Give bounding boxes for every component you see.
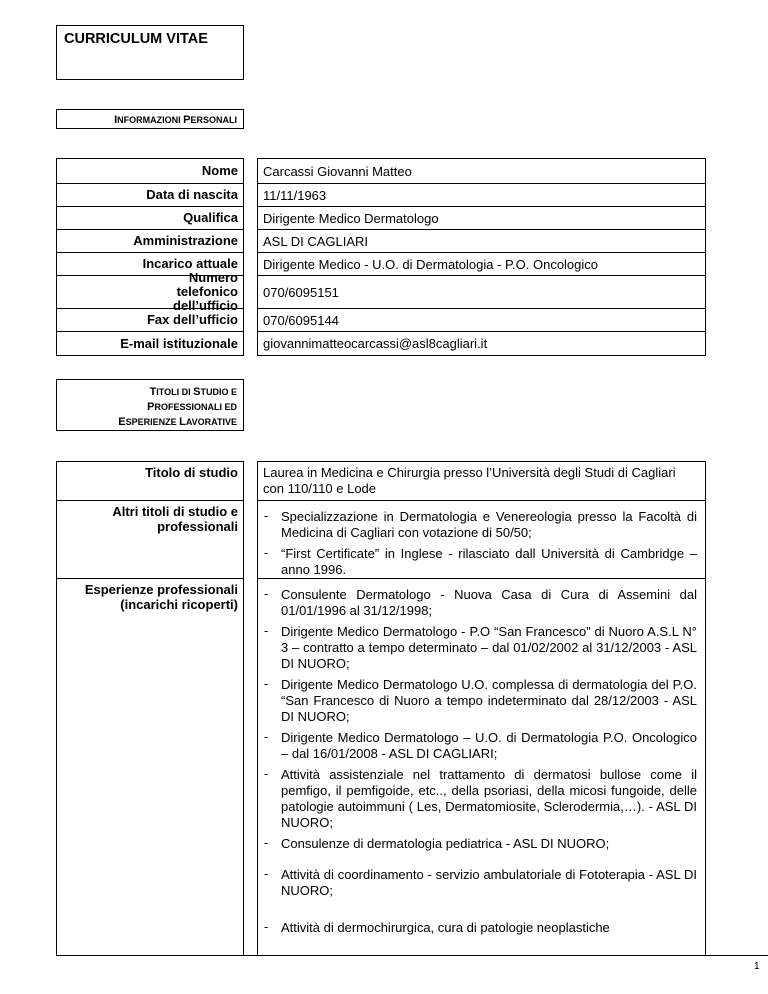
section-cap: L: [179, 416, 186, 428]
value-qualifica: [257, 207, 706, 230]
list-item: [258, 509, 705, 541]
item-text: Consulenze di dermatologia pediatrica - ASL DI NUORO;: [281, 836, 610, 851]
label-qualifica: [56, 207, 244, 230]
section-text: ITOLI DI: [156, 387, 194, 397]
item-text: Dirigente Medico Dermatologo U.O. complessa di dermatologia del P.O. “San Francesco di Nuoro a tempo indeterminato dal 28/12/2003 - ASL DI NUORO;: [281, 677, 697, 724]
item-text: “First Certificate” in Inglese - rilasciato dall Università di Cambridge – anno 1996.: [281, 546, 697, 577]
list-item: [258, 867, 705, 899]
label-titolo-studio: [56, 461, 244, 501]
list-item: [258, 767, 705, 831]
list-item: [258, 730, 705, 762]
page-number: 1: [754, 961, 760, 972]
label-text: Titolo di studio: [145, 465, 238, 480]
label-text: Nome: [201, 163, 238, 178]
section-cap: T: [149, 386, 157, 398]
bullet-dash: -: [264, 545, 269, 560]
value-text: 070/6095151: [263, 284, 339, 300]
item-text: Attività assistenziale nel trattamento di dermatosi bullose come il pemfigo, il pemfigoide, etc.., della psoriasi, della micosi fungoide, delle patologie autoimmuni ( Les, Dermatomiosite, Sclerodermia,…). - ASL DI NUORO;: [281, 767, 697, 830]
section-personal-info: [56, 109, 244, 129]
bullet-dash: -: [264, 586, 269, 601]
section-line: [57, 385, 237, 400]
bullet-dash: -: [264, 920, 269, 934]
value-text: Laurea in Medicina e Chirurgia presso l’Università degli Studi di Cagliari con 110/110 e Lode: [263, 465, 676, 496]
label-text: Altri titoli di studio e professionali: [112, 504, 238, 534]
value-text: giovannimatteocarcassi@asl8cagliari.it: [263, 336, 488, 351]
value-telefono: [257, 276, 706, 309]
item-text: Dirigente Medico Dermatologo - P.O “San Francesco” di Nuoro A.S.L N° 3 – contratto a tempo determinato – dal 01/02/2002 al 31/12/2003 - ASL DI NUORO;: [281, 624, 697, 671]
value-text: 11/11/1963: [263, 187, 327, 203]
footer-rule: [56, 955, 768, 956]
label-email: [56, 332, 244, 356]
bullet-dash: -: [264, 676, 269, 691]
list-item: [258, 920, 705, 936]
section-cap: E: [118, 416, 126, 428]
value-text: Dirigente Medico - U.O. di Dermatologia - P.O. Oncologico: [263, 256, 599, 272]
list-item: [258, 546, 705, 578]
item-text: Consulente Dermatologo - Nuova Casa di Cura di Assemini dal 01/01/1996 al 31/12/1998;: [281, 587, 697, 618]
section-text: SPERIENZE: [125, 417, 180, 427]
section-line: [57, 415, 237, 430]
label-text: Data di nascita: [146, 187, 238, 202]
label-text: Numero telefonico dell’ufficio: [173, 270, 238, 313]
item-text: Attività di dermochirurgica, cura di patologie neoplastiche: [281, 920, 610, 935]
bullet-dash: -: [264, 866, 269, 881]
list-item: [258, 587, 705, 619]
section-text: ERSONALI: [190, 115, 237, 125]
bullet-dash: -: [264, 729, 269, 744]
label-text: Fax dell’ufficio: [146, 312, 238, 327]
label-altri-titoli: [56, 501, 244, 579]
value-fax: [257, 309, 706, 332]
bullet-dash: -: [264, 835, 269, 850]
list-item: [258, 624, 705, 672]
section-cap: P: [147, 401, 155, 413]
item-text: Specializzazione in Dermatologia e Venereologia presso la Facoltà di Medicina di Cagliari con votazione di 50/50;: [281, 509, 697, 540]
section-cap: S: [193, 386, 201, 398]
cv-title: CURRICULUM VITAE: [64, 31, 208, 47]
section-studies: [56, 379, 244, 431]
value-text: Dirigente Medico Dermatologo: [263, 210, 439, 226]
label-amministrazione: [56, 230, 244, 253]
bullet-dash: -: [264, 766, 269, 781]
bullet-dash: -: [264, 623, 269, 638]
section-text: AVORATIVE: [185, 417, 237, 427]
value-incarico: [257, 253, 706, 276]
label-nome: [56, 158, 244, 184]
section-cap: I: [114, 114, 118, 126]
value-text: Carcassi Giovanni Matteo: [263, 163, 412, 179]
value-nome: [257, 158, 706, 184]
label-text: Qualifica: [183, 210, 238, 225]
section-line: [57, 400, 237, 415]
section-cap: P: [183, 114, 191, 126]
section-text: NFORMAZIONI: [117, 115, 184, 125]
list-item: [258, 677, 705, 725]
value-titolo-studio: [257, 461, 706, 501]
label-text: Esperienze professionali (incarichi ricoperti): [84, 582, 238, 612]
label-telefono: [56, 270, 244, 313]
label-fax: [56, 309, 244, 332]
row-separator: [258, 578, 705, 579]
value-text: 070/6095144: [263, 312, 339, 328]
cv-title-box: [56, 25, 244, 80]
item-text: Attività di coordinamento - servizio ambulatoriale di Fototerapia - ASL DI NUORO;: [281, 867, 697, 898]
value-email: [257, 332, 706, 356]
label-esperienze: [56, 579, 244, 955]
item-text: Dirigente Medico Dermatologo – U.O. di Dermatologia P.O. Oncologico – dal 16/01/2008 - ASL DI CAGLIARI;: [281, 730, 697, 761]
label-text: Incarico attuale: [142, 256, 238, 271]
value-text: ASL DI CAGLIARI: [263, 233, 368, 249]
value-amministrazione: [257, 230, 706, 253]
items-column: [257, 501, 706, 955]
value-data-nascita: [257, 184, 706, 207]
label-text: E-mail istituzionale: [120, 335, 238, 351]
label-data-nascita: [56, 184, 244, 207]
label-text: Amministrazione: [133, 233, 238, 248]
section-text: ROFESSIONALI ED: [154, 402, 237, 412]
list-item: [258, 836, 705, 852]
bullet-dash: -: [264, 508, 269, 523]
section-text: TUDIO E: [200, 387, 237, 397]
